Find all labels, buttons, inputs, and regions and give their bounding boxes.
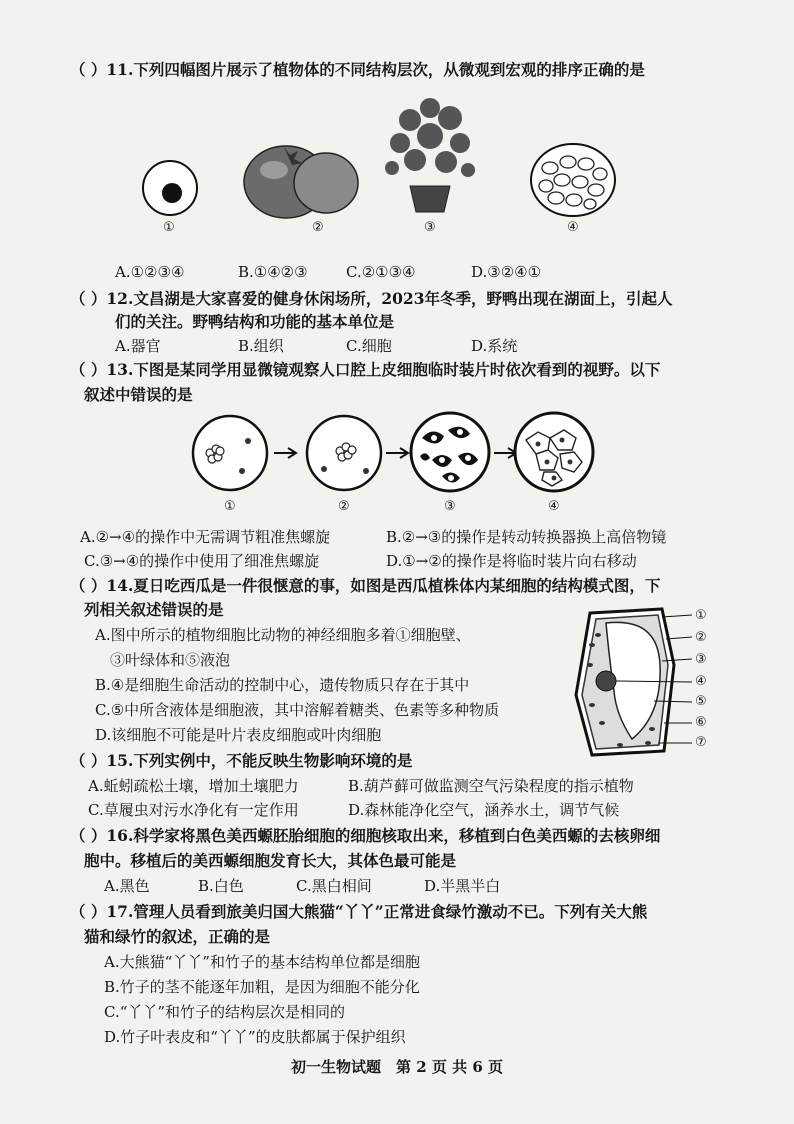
- q16-option-d: D.半黑半白: [424, 877, 501, 895]
- q11-option-b: B.①④②③: [238, 263, 308, 281]
- q16-stem-line2: 胞中。移植后的美西螈细胞发育长大，其体色最可能是: [84, 851, 457, 870]
- q12-option-a: A.器官: [115, 337, 161, 355]
- q12-option-d: D.系统: [471, 337, 518, 355]
- q14-option-a-line2: ③叶绿体和⑤液泡: [110, 651, 231, 669]
- q11-fig-label-3: ③: [424, 220, 436, 235]
- q17-option-a: A.大熊猫“丫丫”和竹子的基本结构单位都是细胞: [104, 953, 420, 971]
- q14-fig-label-2: ②: [695, 630, 707, 645]
- q12-option-b: B.组织: [238, 337, 284, 355]
- page-footer: 初一生物试题 第 2 页 共 6 页: [291, 1058, 503, 1076]
- q11-fig-label-2: ②: [312, 220, 324, 235]
- q14-stem-line1: （ ）14.夏日吃西瓜是一件很惬意的事，如图是西瓜植株体内某细胞的结构模式图，下: [70, 576, 661, 595]
- q17-stem-line2: 猫和绿竹的叙述，正确的是: [84, 927, 271, 946]
- q13-fig-label-3: ③: [444, 499, 456, 514]
- q17-option-d: D.竹子叶表皮和“丫丫”的皮肤都属于保护组织: [104, 1028, 406, 1046]
- q13-stem-line1: （ ）13.下图是某同学用显微镜观察人口腔上皮细胞临时装片时依次看到的视野。以下: [70, 360, 661, 379]
- q17-option-c: C.“丫丫”和竹子的结构层次是相同的: [104, 1003, 346, 1021]
- q15-stem: （ ）15.下列实例中，不能反映生物影响环境的是: [70, 751, 413, 770]
- q14-option-c: C.⑤中所含液体是细胞液，其中溶解着糖类、色素等多种物质: [95, 701, 500, 719]
- q11-option-a: A.①②③④: [115, 263, 185, 281]
- q11-stem: （ ）11.下列四幅图片展示了植物体的不同结构层次，从微观到宏观的排序正确的是: [70, 60, 645, 79]
- q14-fig-label-1: ①: [695, 608, 707, 623]
- q15-option-d: D.森林能净化空气，涵养水土，调节气候: [348, 801, 620, 819]
- q16-option-b: B.白色: [198, 877, 244, 895]
- q12-stem-line2: 们的关注。野鸭结构和功能的基本单位是: [115, 312, 395, 331]
- q17-option-b: B.竹子的茎不能逐年加粗，是因为细胞不能分化: [104, 978, 420, 996]
- q15-option-b: B.葫芦藓可做监测空气污染程度的指示植物: [348, 777, 634, 795]
- q13-figure-view-3: [408, 410, 492, 494]
- q15-option-c: C.草履虫对污水净化有一定作用: [88, 801, 299, 819]
- q13-arrow-1: [274, 448, 302, 458]
- q14-stem-line2: 列相关叙述错误的是: [84, 600, 224, 619]
- q14-option-b: B.④是细胞生命活动的控制中心，遗传物质只存在于其中: [95, 676, 470, 694]
- q14-fig-label-4: ④: [695, 674, 707, 689]
- q14-fig-label-3: ③: [695, 652, 707, 667]
- q13-option-b: B.②→③的操作是转动转换器换上高倍物镜: [386, 528, 667, 546]
- q14-plant-cell-diagram: [562, 605, 692, 760]
- q12-stem-line1: （ ）12.文昌湖是大家喜爱的健身休闲场所，2023年冬季，野鸭出现在湖面上，引起人: [70, 289, 673, 308]
- q13-figure-view-4: [512, 410, 596, 494]
- q14-fig-label-7: ⑦: [695, 735, 707, 750]
- q11-figure-tissue: [528, 140, 618, 220]
- q13-option-a: A.②→④的操作中无需调节粗准焦螺旋: [80, 528, 331, 546]
- q13-figure-view-1: [190, 413, 270, 493]
- q11-fig-label-1: ①: [163, 220, 175, 235]
- q14-fig-label-6: ⑥: [695, 715, 707, 730]
- q11-option-d: D.③②④①: [471, 263, 542, 281]
- q16-option-a: A.黑色: [104, 877, 150, 895]
- q13-option-d: D.①→②的操作是将临时装片向右移动: [386, 552, 637, 570]
- q11-option-c: C.②①③④: [346, 263, 416, 281]
- q14-option-a-line1: A.图中所示的植物细胞比动物的神经细胞多着①细胞壁、: [95, 626, 471, 644]
- q16-option-c: C.黑白相间: [296, 877, 372, 895]
- q11-figure-potted-plant: [380, 88, 480, 218]
- q11-fig-label-4: ④: [567, 220, 579, 235]
- q14-option-d: D.该细胞不可能是叶片表皮细胞或叶肉细胞: [95, 726, 382, 744]
- q13-stem-line2: 叙述中错误的是: [84, 385, 193, 404]
- q13-fig-label-4: ④: [548, 499, 560, 514]
- q15-option-a: A.蚯蚓疏松土壤，增加土壤肥力: [88, 777, 299, 795]
- q13-fig-label-1: ①: [224, 499, 236, 514]
- q14-fig-label-5: ⑤: [695, 694, 707, 709]
- q13-figure-view-2: [304, 413, 384, 493]
- q12-option-c: C.细胞: [346, 337, 392, 355]
- q13-fig-label-2: ②: [338, 499, 350, 514]
- q17-stem-line1: （ ）17.管理人员看到旅美归国大熊猫“丫丫”正常进食绿竹激动不已。下列有关大熊: [70, 902, 648, 921]
- q16-stem-line1: （ ）16.科学家将黑色美西螈胚胎细胞的细胞核取出来，移植到白色美西螈的去核卵细: [70, 826, 661, 845]
- q11-figure-cell: [140, 158, 200, 218]
- q13-option-c: C.③→④的操作中使用了细准焦螺旋: [84, 552, 320, 570]
- q11-figure-tomato: [240, 135, 360, 220]
